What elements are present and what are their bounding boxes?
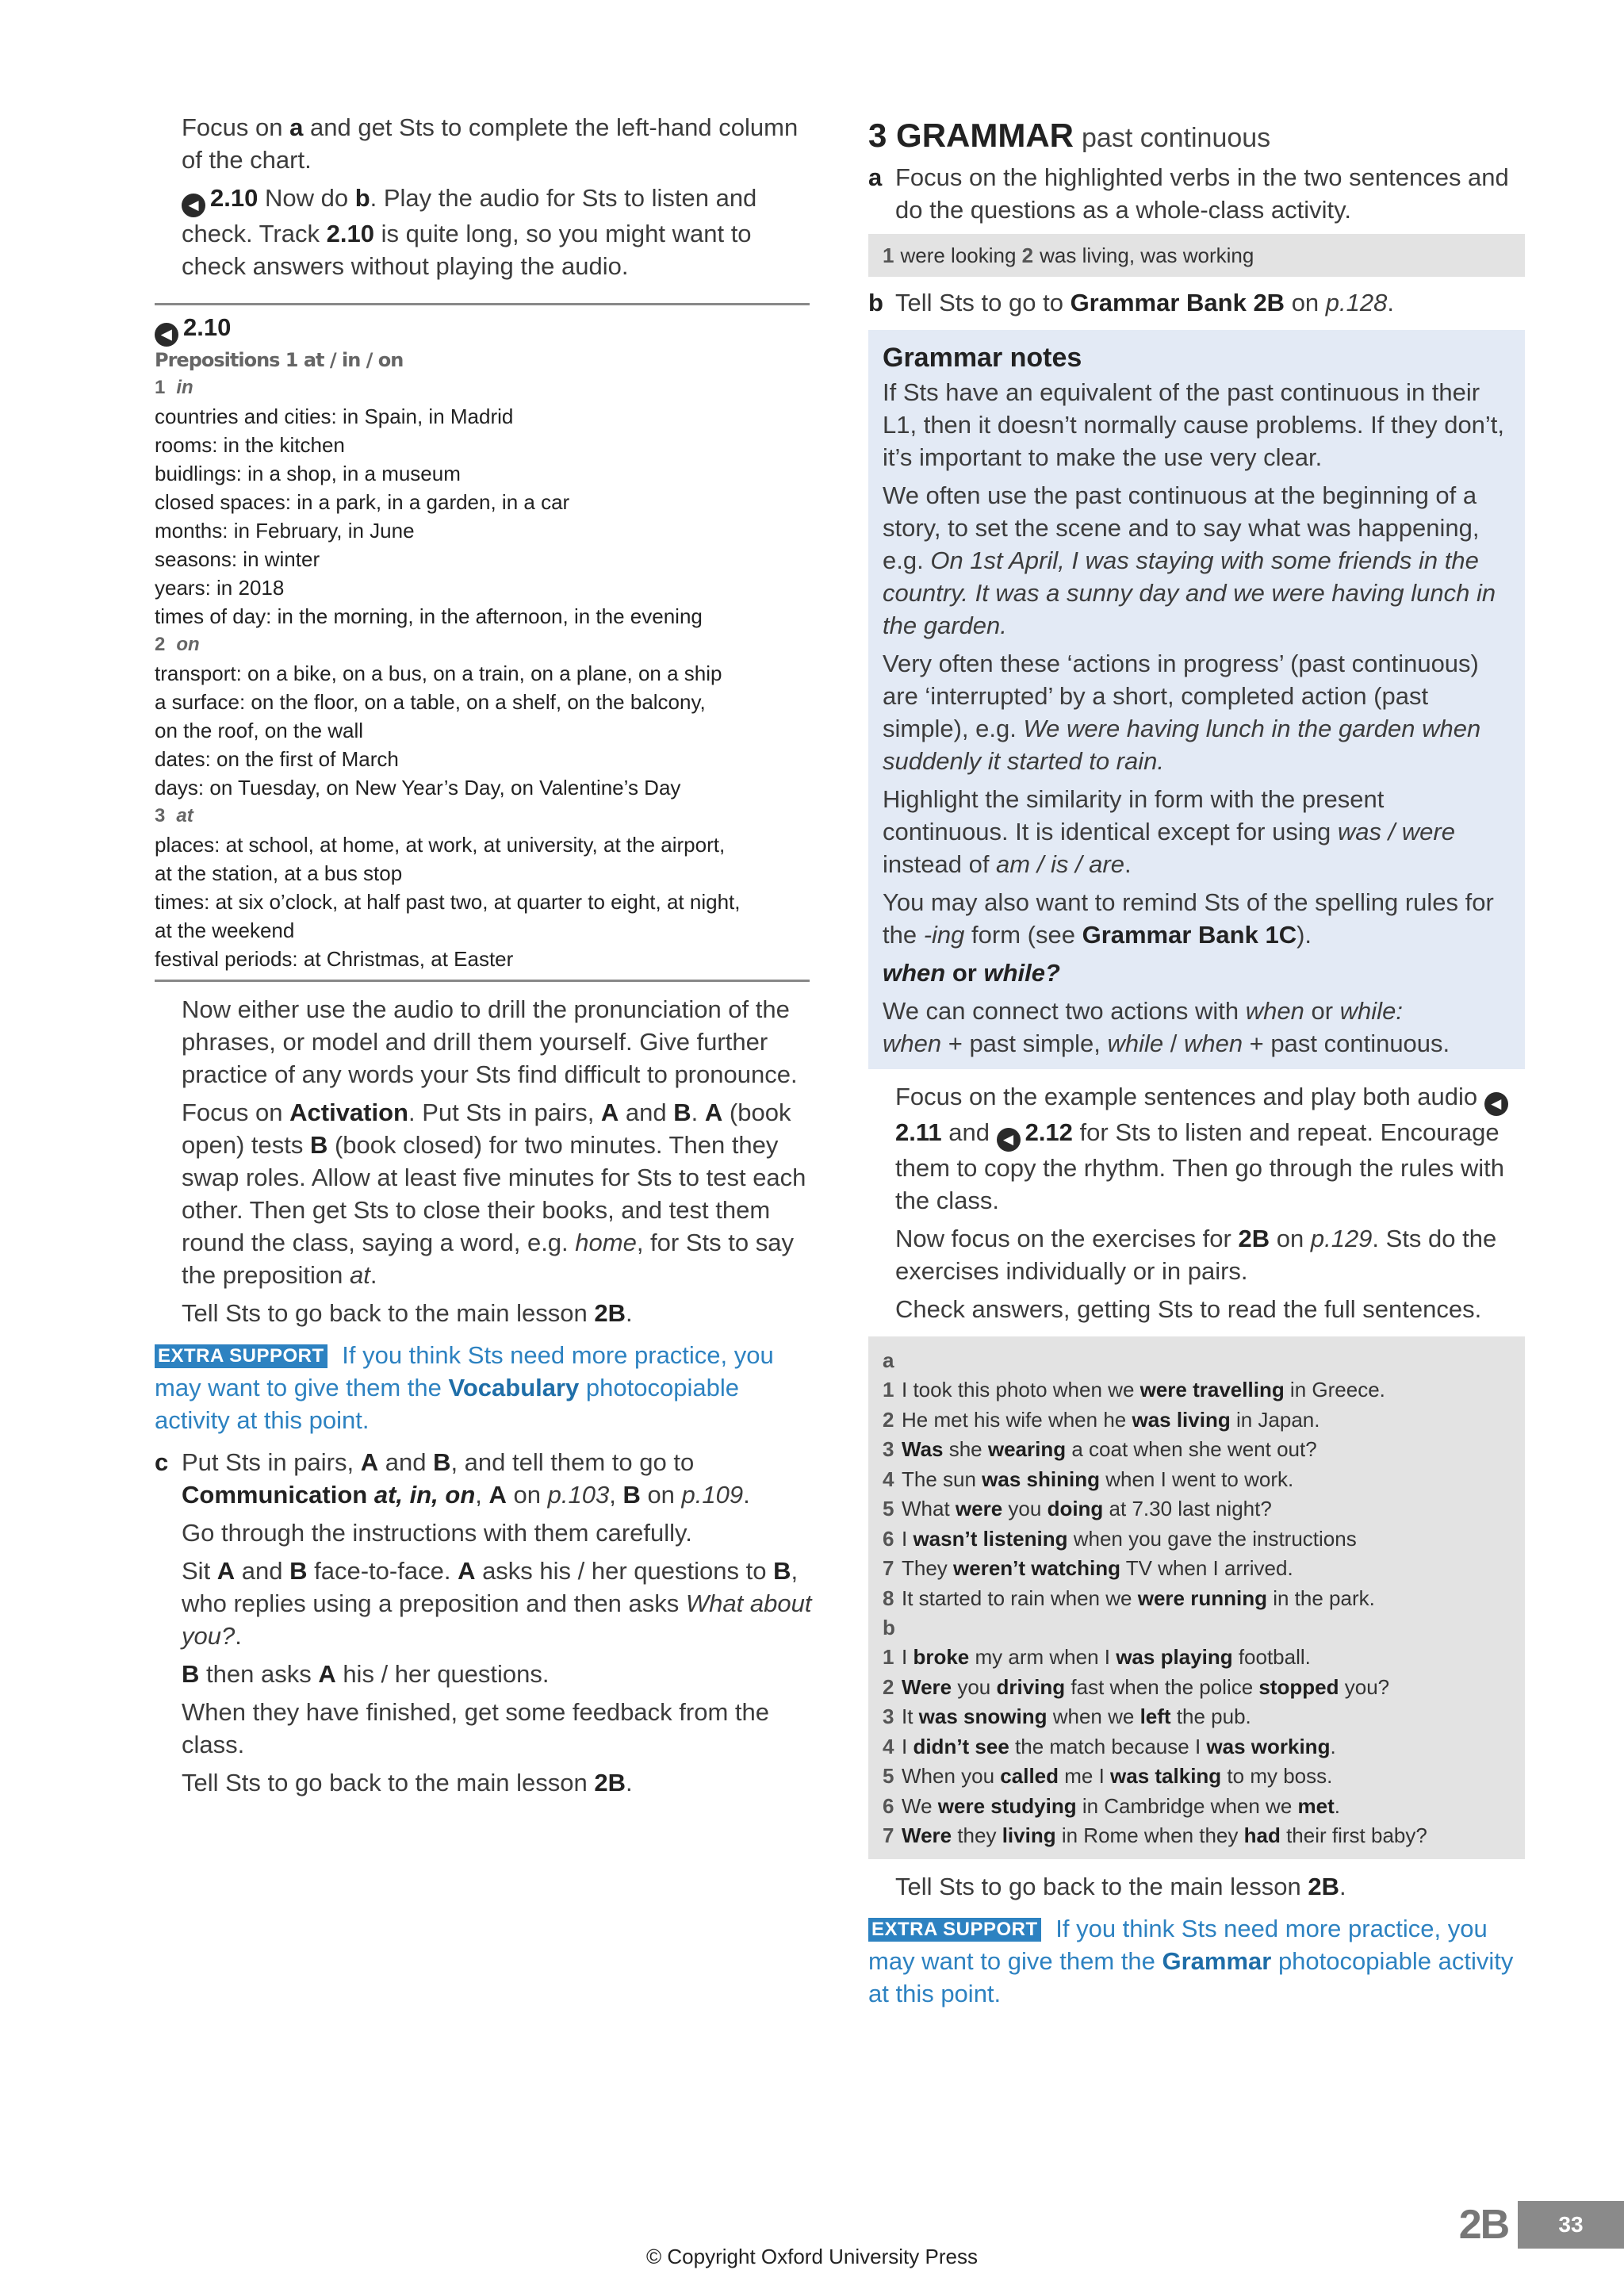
unit-label: 2B [1458,2202,1509,2248]
audio-speaker-icon[interactable] [182,194,205,217]
transcript-group-heading: 1 in [155,377,193,398]
paragraph-b: b Tell Sts to go to Grammar Bank 2B on p.128. [868,286,1525,319]
extra-support-note: EXTRA SUPPORT If you think Sts need more practice, you may want to give them the Vocabulary photocopiable activity at this point. [155,1341,774,1434]
page-number: 33 [1518,2201,1624,2249]
paragraph: Check answers, getting Sts to read the full sentences. [895,1295,1482,1323]
transcript-line: seasons: in winter [155,547,320,571]
paragraph: B then asks A his / her questions. [182,1660,550,1688]
transcript-id: ◀2.10 [155,312,810,347]
transcript-group-heading: 2 on [155,634,200,655]
transcript-line: buidlings: in a shop, in a museum [155,462,461,485]
right-column [868,111,1525,2010]
item-label: c [155,1448,169,1476]
transcript-line: rooms: in the kitchen [155,433,345,457]
left-column [155,111,813,1799]
answer-line: 4 I didn’t see the match because I was working. [883,1734,1336,1758]
answer-line: 1 I broke my arm when I was playing football. [883,1645,1311,1669]
paragraph: Now focus on the exercises for 2B on p.129. Sts do the exercises individually or in pairs. [895,1225,1497,1285]
extra-support-badge: EXTRA SUPPORT [155,1344,327,1368]
transcript-line: days: on Tuesday, on New Year’s Day, on Valentine’s Day [155,776,681,799]
paragraph: Tell Sts to go back to the main lesson 2B. [182,1299,633,1327]
note: We often use the past continuous at the beginning of a story, to set the scene and to say what was happening, e.g. On 1st April, I was staying with some friends in the country. It was a sunny day and we were having lunch in the garden. [883,481,1496,639]
transcript-line: closed spaces: in a park, in a garden, in a car [155,490,570,514]
answers-a-heading: a [883,1348,894,1372]
paragraph: When they have finished, get some feedback from the class. [182,1698,769,1758]
answer-line: 2 Were you driving fast when the police stopped you? [883,1674,1390,1699]
answer-line: 3 It was snowing when we left the pub. [883,1704,1251,1728]
paragraph: Sit A and B face-to-face. A asks his / her questions to B, who replies using a preposition and then asks What about you?. [182,1557,812,1650]
transcript-line: festival periods: at Christmas, at Easter [155,947,514,971]
transcript-line: dates: on the first of March [155,747,399,771]
answer-line: 5 When you called me I was talking to my boss. [883,1764,1333,1788]
transcript-line: years: in 2018 [155,576,285,600]
transcript-line: times of day: in the morning, in the afternoon, in the evening [155,604,703,628]
transcript-line: a surface: on the floor, on a table, on a shelf, on the balcony, [155,690,706,714]
paragraph: Focus on Activation. Put Sts in pairs, A and B. A (book open) tests B (book closed) for two minutes. Then they swap roles. Allow at least five minutes for Sts to test each other. Then get Sts to close their books, and test them round the class, saying a word, e.g. home, for Sts to say the preposition at. [182,1099,806,1289]
note: We can connect two actions with when or while: [883,997,1403,1025]
grammar-notes-title: Grammar notes [883,343,1082,373]
item-label: a [868,163,883,191]
extra-support-badge: EXTRA SUPPORT [868,1918,1041,1942]
paragraph: Tell Sts to go back to the main lesson 2B. [182,1769,633,1796]
answer-line: 5 What were you doing at 7.30 last night? [883,1497,1272,1520]
note: If Sts have an equivalent of the past continuous in their L1, then it doesn’t normally cause problems. If they don’t, it’s important to make the use very clear. [883,378,1505,471]
page-tag [1453,2201,1624,2249]
paragraph: Focus on the example sentences and play both audio ◀2.11 and ◀2.12 for Sts to listen and repeat. Encourage them to copy the rhythm. Then go through the rules with the class. [868,1080,1525,1217]
copyright: © Copyright Oxford University Press [646,2245,978,2268]
paragraph: ◀2.10 Now do b. Play the audio for Sts to listen and check. Track 2.10 is quite long, so you might want to check answers without playing the audio. [155,182,813,282]
transcript-line: months: in February, in June [155,519,415,543]
answer-line: 7 Were they living in Rome when they had their first baby? [883,1823,1427,1847]
answer-line: 4 The sun was shining when I went to work. [883,1467,1294,1491]
paragraph-a: a Focus on the highlighted verbs in the two sentences and do the questions as a whole-class activity. [868,161,1525,226]
answers-a-list [883,1375,1514,1613]
paragraph: Now either use the audio to drill the pronunciation of the phrases, or model and drill them yourself. Give further practice of any words your Sts find difficult to pronounce. [182,995,798,1088]
grammar-notes [868,330,1525,1069]
transcript-line: countries and cities: in Spain, in Madrid [155,405,514,428]
answer-line: 7 They weren’t watching TV when I arrived. [883,1556,1293,1580]
answer-line: 1 I took this photo when we were travelling in Greece. [883,1378,1385,1401]
audio-speaker-icon[interactable] [1484,1092,1508,1116]
answer-line: 3 Was she wearing a coat when she went out? [883,1437,1317,1461]
audio-speaker-icon[interactable] [997,1128,1021,1152]
paragraph-c: c Put Sts in pairs, A and B, and tell them to go to Communication at, in, on, A on p.103, B on p.109. [155,1446,813,1511]
transcript-group-heading: 3 at [155,805,193,826]
paragraph: Go through the instructions with them carefully. [182,1519,692,1547]
answer-box-a: 1 were looking 2 was living, was working [868,234,1525,277]
transcript-line: places: at school, at home, at work, at university, at the airport, [155,833,726,857]
note: Highlight the similarity in form with the present continuous. It is identical except for using was / were instead of am / is / are. [883,785,1455,878]
paragraph: Tell Sts to go back to the main lesson 2B. [895,1872,1346,1900]
note: You may also want to remind Sts of the spelling rules for the -ing form (see Grammar Bank 1C). [883,888,1494,949]
note-subheading: when or while? [883,959,1060,987]
transcript-groups [155,374,810,973]
paragraph: Focus on a and get Sts to complete the left-hand column of the chart. [182,113,799,174]
section-heading: 3 GRAMMAR past continuous [868,117,1271,154]
transcript-line: on the roof, on the wall [155,719,364,742]
transcript-line: at the station, at a bus stop [155,861,403,885]
answer-box-exercises [868,1336,1525,1859]
answers-b-list [883,1643,1514,1851]
answer-line: 6 We were studying in Cambridge when we met. [883,1793,1340,1818]
transcript-line: at the weekend [155,918,295,942]
note: Very often these ‘actions in progress’ (past continuous) are ‘interrupted’ by a short, completed action (past simple), e.g. We were having lunch in the garden when suddenly it started to rain. [883,650,1481,775]
audio-speaker-icon[interactable] [155,323,178,347]
extra-support-note: EXTRA SUPPORT If you think Sts need more practice, you may want to give them the Grammar photocopiable activity at this point. [868,1914,1514,2007]
item-label: b [868,289,883,316]
answer-line: 2 He met his wife when he was living in Japan. [883,1407,1320,1432]
answers-b-heading: b [883,1616,895,1639]
transcript-line: times: at six o’clock, at half past two, at quarter to eight, at night, [155,890,741,914]
note: when + past simple, while / when + past continuous. [883,1030,1450,1057]
audio-transcript [155,303,810,982]
answer-line: 6 I wasn’t listening when you gave the instructions [883,1526,1357,1551]
transcript-heading: Prepositions 1 at / in / on [155,349,404,371]
transcript-line: transport: on a bike, on a bus, on a train, on a plane, on a ship [155,661,722,685]
answer-line: 8 It started to rain when we were running in the park. [883,1586,1375,1610]
